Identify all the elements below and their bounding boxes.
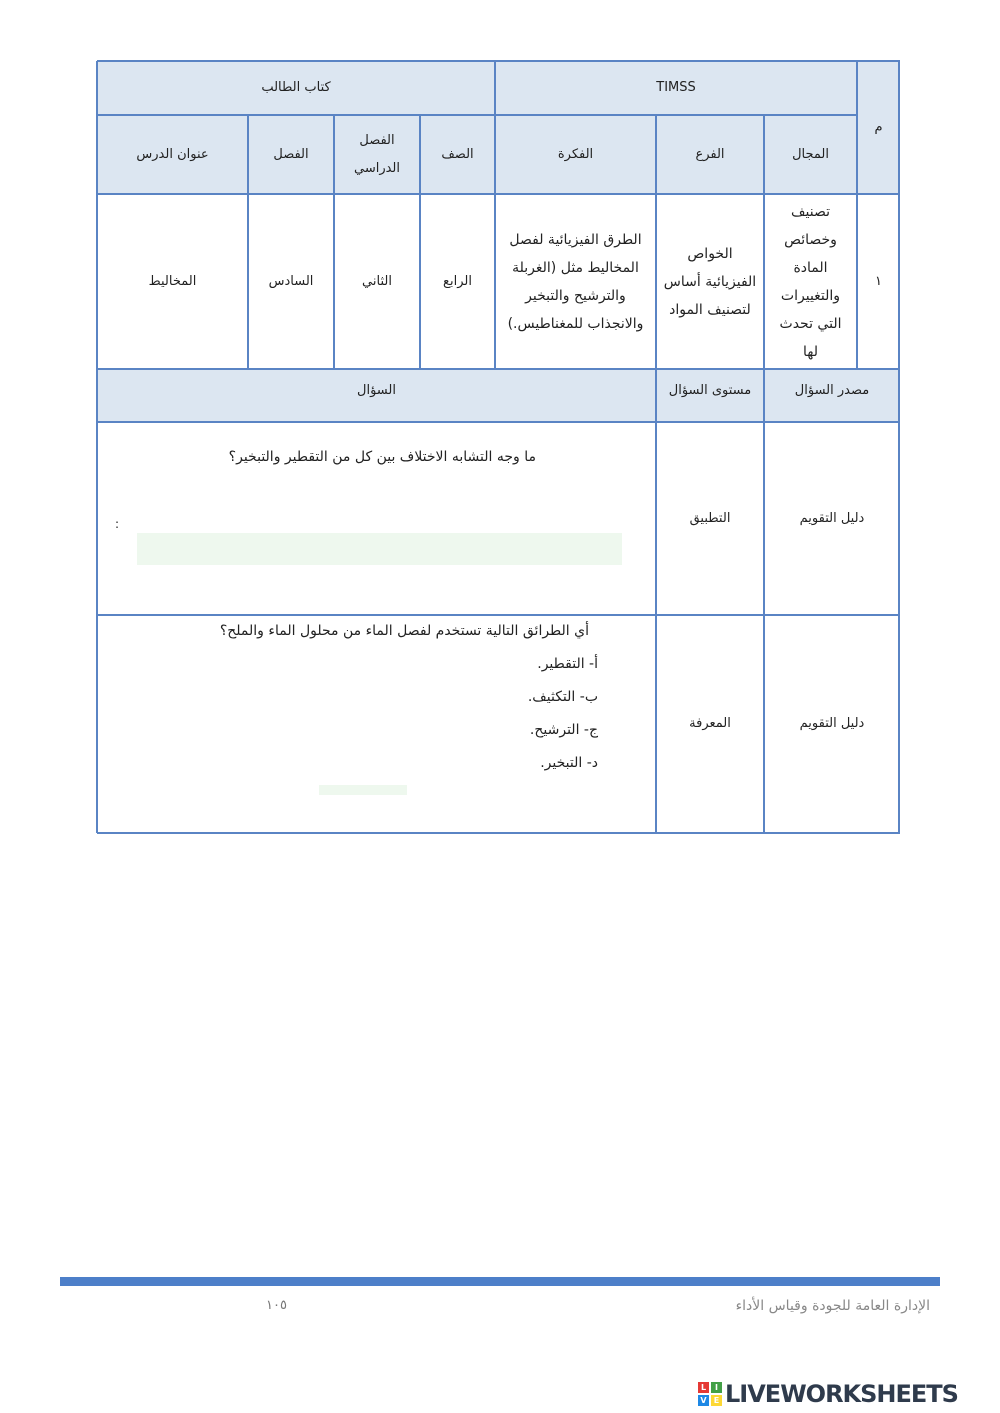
subheader-semester: الفصل الدراسي (353, 132, 400, 176)
header-question-source: مصدر السؤال (794, 383, 870, 398)
question-2-option-c[interactable]: ج- الترشيح. (529, 722, 598, 738)
liveworksheets-logo-icon (698, 1382, 722, 1406)
question-2-source: دليل التقويم (799, 716, 865, 731)
footer-page-number: ١٠٥ (266, 1298, 287, 1313)
header-question-level: مستوى السؤال (668, 383, 752, 398)
grid-line (96, 61, 98, 833)
grid-line (97, 368, 900, 370)
subheader-branch: الفرع (695, 146, 725, 162)
question-2-option-b[interactable]: ب- التكثيف. (527, 689, 598, 705)
grid-line (247, 115, 249, 369)
cell-chapter: السادس (268, 273, 314, 289)
header-timss: TIMSS (656, 80, 696, 95)
subheader-chapter: الفصل (273, 146, 309, 162)
footer-organization: الإدارة العامة للجودة وقياس الأداء (735, 1298, 930, 1314)
subheader-idea: الفكرة (557, 146, 594, 162)
grid-line (898, 61, 900, 833)
subheader-domain: المجال (792, 146, 829, 162)
grid-line (97, 114, 857, 116)
header-student-book: كتاب الطالب (261, 80, 331, 95)
question-1-source: دليل التقويم (799, 510, 865, 526)
question-2-level: المعرفة (689, 716, 731, 731)
question-1-level: التطبيق (689, 510, 731, 526)
logo-tile-e: E (711, 1395, 722, 1406)
cell-grade: الرابع (443, 273, 472, 289)
logo-tile-i: I (711, 1382, 722, 1393)
question-1-marker: : (115, 517, 120, 531)
subheader-lesson-title: عنوان الدرس (136, 146, 209, 162)
curriculum-table (97, 61, 900, 833)
grid-line (655, 115, 657, 833)
question-1-answer-field[interactable] (137, 533, 622, 565)
grid-line (494, 61, 496, 369)
cell-semester: الثاني (362, 273, 392, 289)
logo-tile-v: V (698, 1395, 709, 1406)
logo-tile-l: L (698, 1382, 709, 1393)
footer-bar (60, 1277, 940, 1286)
question-1-text: ما وجه التشابه الاختلاف بين كل من التقطير والتبخير؟ (228, 449, 536, 465)
liveworksheets-brand (698, 1380, 998, 1410)
grid-line (97, 193, 900, 195)
question-2-answer-field[interactable] (319, 785, 407, 795)
question-2-option-a[interactable]: أ- التقطير. (537, 656, 598, 672)
question-2-option-d[interactable]: د- التبخير. (540, 755, 598, 771)
grid-line (97, 60, 900, 62)
header-question: السؤال (357, 383, 396, 398)
question-2-text: أي الطرائق التالية تستخدم لفصل الماء من محلول الماء والملح؟ (219, 623, 589, 639)
cell-index: ١ (875, 273, 882, 289)
grid-line (763, 115, 765, 833)
grid-line (333, 115, 335, 369)
liveworksheets-wordmark: LIVEWORKSHEETS (725, 1380, 958, 1408)
grid-line (419, 115, 421, 369)
grid-line (97, 614, 900, 616)
grid-line (856, 61, 858, 369)
subheader-grade: الصف (441, 146, 474, 162)
header-index: م (874, 119, 883, 135)
cell-lesson-title: المخاليط (148, 273, 197, 289)
cell-idea: الطرق الفيزيائية لفصل المخاليط مثل (الغربلة والترشيح والتبخير والانجذاب للمغناطيس.) (507, 231, 644, 332)
grid-line (97, 421, 900, 423)
cell-branch: الخواص الفيزيائية أساس لتصنيف المواد (663, 245, 757, 318)
grid-line (97, 832, 900, 834)
cell-domain: تصنيف وخصائص المادة والتغييرات التي تحدث لها (779, 203, 842, 360)
